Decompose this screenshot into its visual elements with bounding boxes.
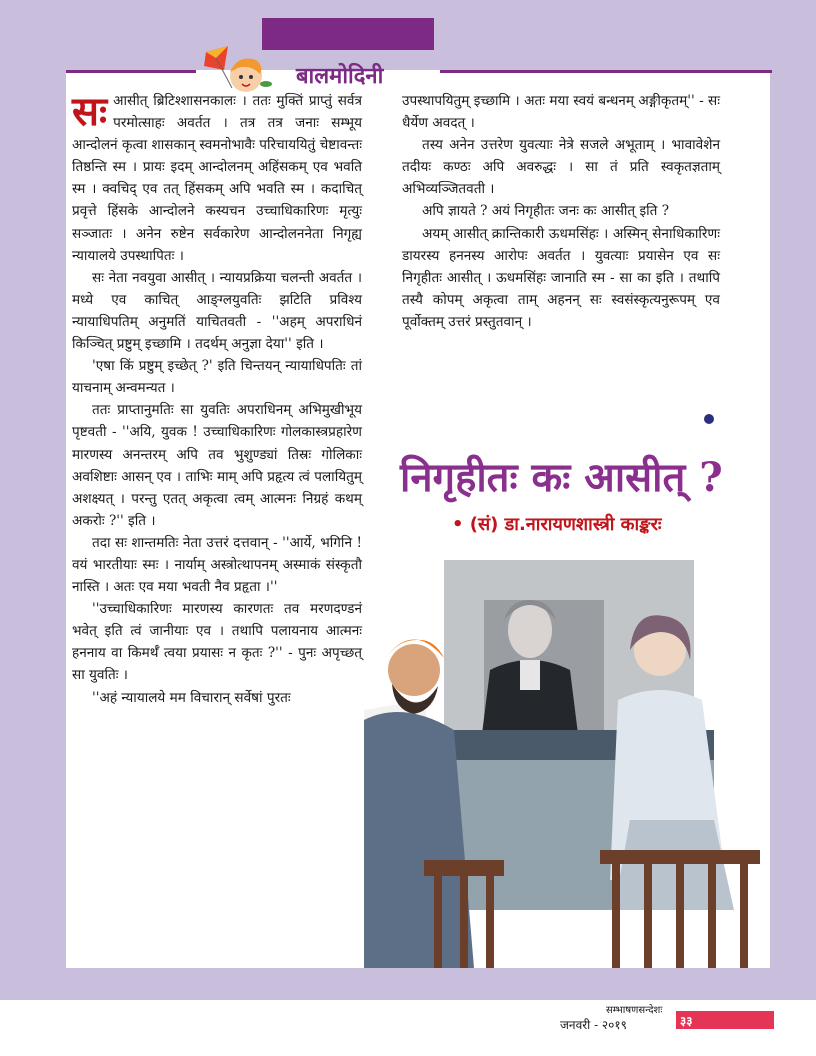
header-rule-left: [66, 70, 196, 73]
article-right-column: [402, 90, 720, 333]
drop-cap: सः: [72, 89, 108, 135]
issue-date: जनवरी - २०१९: [560, 1018, 627, 1032]
paragraph: तदा सः शान्तमतिः नेता उत्तरं दत्तवान् - ''आर्ये, भगिनि ! वयं भारतीयाः स्मः । नार्याम् अस्त्रोत्थापनम् अस्माकं संस्कृतौ नास्ति । अतः एव मया भवती नैव प्रहृता ।'': [72, 534, 362, 596]
paragraph: 'एषा किं प्रष्टुम् इच्छेत् ?' इति चिन्तयन् न्यायाधिपतिः तां याचनाम् अन्वमन्यत ।: [72, 358, 362, 397]
right-margin-band: [770, 0, 816, 1000]
paragraph: सःआसीत् ब्रिटिश्शासनकालः । ततः मुक्तिं प्राप्तुं सर्वत्र परमोत्साहः अवर्तत । तत्र तत्र जनाः सम्भूय आन्दोलनं कृत्वा शासकान् स्वमनोभावैः परिचाययितुं चेष्टावन्तः तिष्ठन्ति स्म । प्रायः इदम् आन्दोलनम् अहिंसकम् एव भवति स्म । क्वचिद् एव तत् हिंसकम् अपि भवति स्म । कदाचित् प्रवृत्ते हिंसके आन्दोलने कस्यचन उच्चाधिकारिणः मृत्युः सञ्जातः । अनेन रुष्टेन सर्वकारेण आन्दोलननेता निगृह्य न्यायालये उपस्थापितः ।: [72, 89, 362, 264]
paragraph: अपि ज्ञायते ? अयं निगृहीतः जनः कः आसीत् इति ?: [422, 203, 670, 220]
left-margin-band: [0, 0, 66, 1000]
child-kite-logo-icon: [198, 44, 280, 96]
courtroom-illustration: [364, 560, 770, 968]
header-rule: [440, 70, 772, 73]
header-purple-block: [262, 18, 434, 50]
paragraph: ततः प्राप्तानुमतिः सा युवतिः अपराधिनम् अभिमुखीभूय पृष्टवती - ''अयि, युवक ! उच्चाधिकारिणः गोलकास्त्रप्रहारेण मारणस्य अनन्तरम् अपि तव भुशुण्ड्यां तिस्रः गोलिकाः अवशिष्टाः आसन् एव । ताभिः माम् अपि प्रहृत्य त्वं पलायितुम् अशक्ष्यत् । परन्तु एतत् अकृत्वा त्वम् आत्मनः निग्रहं कथम् अकरोः ?'' इति ।: [72, 402, 362, 529]
page-number: ३३: [680, 1014, 693, 1028]
paragraph: तस्य अनेन उत्तरेण युवत्याः नेत्रे सजले अभूताम् । भावावेशेन तदीयः कण्ठः अपि अवरुद्धः । सा तं प्रति स्वकृतज्ञताम् अभिव्यञ्जितवती ।: [402, 137, 720, 198]
article-title: निगृहीतः कः आसीत् ?: [400, 454, 723, 501]
section-title: बालमोदिनी: [296, 64, 384, 89]
paragraph: अयम् आसीत् क्रान्तिकारी ऊधमसिंहः । अस्मिन् सेनाधिकारिणः डायरस्य हननस्य आरोपः अवर्तत । युवत्याः प्रयासेन एव सः निगृहीतः आसीत् । ऊधमसिंहः जानाति स्म - सा का इति । तथापि तस्यै कोपम् अकृत्वा ताम् अहनन् सः स्वसंस्कृत्यनुरूपम् एव पूर्वोक्तम् उत्तरं प्रस्तुतवान् ।: [402, 225, 720, 330]
paragraph: सः नेता नवयुवा आसीत् । न्यायप्रक्रिया चलन्ती अवर्तत । मध्ये एव काचित् आङ्ग्लयुवतिः झटिति प्रविश्य न्यायाधिपतिम् अनुमतिं याचितवती - ''अहम् अपराधिनं किञ्चित् प्रष्टुम् इच्छामि । तदर्थम् अनुज्ञा देया'' इति ।: [72, 269, 362, 353]
article-byline: • (सं) डा.नारायणशास्त्री काङ्करः: [452, 514, 662, 535]
bottom-margin-band: [0, 968, 816, 1000]
end-mark-icon: [704, 414, 714, 424]
paragraph: ''उच्चाधिकारिणः मारणस्य कारणतः तव मरणदण्डनं भवेत् इति त्वं जानीयाः एव । तथापि पलायनाय आत्मनः हननाय वा किमर्थँ त्वया प्रयासः न कृतः ?'' - पुनः अपृच्छत् सा युवतिः ।: [72, 601, 362, 684]
paragraph: उपस्थापयितुम् इच्छामि । अतः मया स्वयं बन्धनम् अङ्गीकृतम्'' - सः धैर्येण अवदत् ।: [402, 93, 720, 132]
article-left-column: [72, 90, 362, 709]
magazine-name: सम्भाषणसन्देशः: [606, 1005, 663, 1016]
paragraph: ''अहं न्यायालये मम विचारान् सर्वेषां पुरतः: [92, 689, 291, 706]
